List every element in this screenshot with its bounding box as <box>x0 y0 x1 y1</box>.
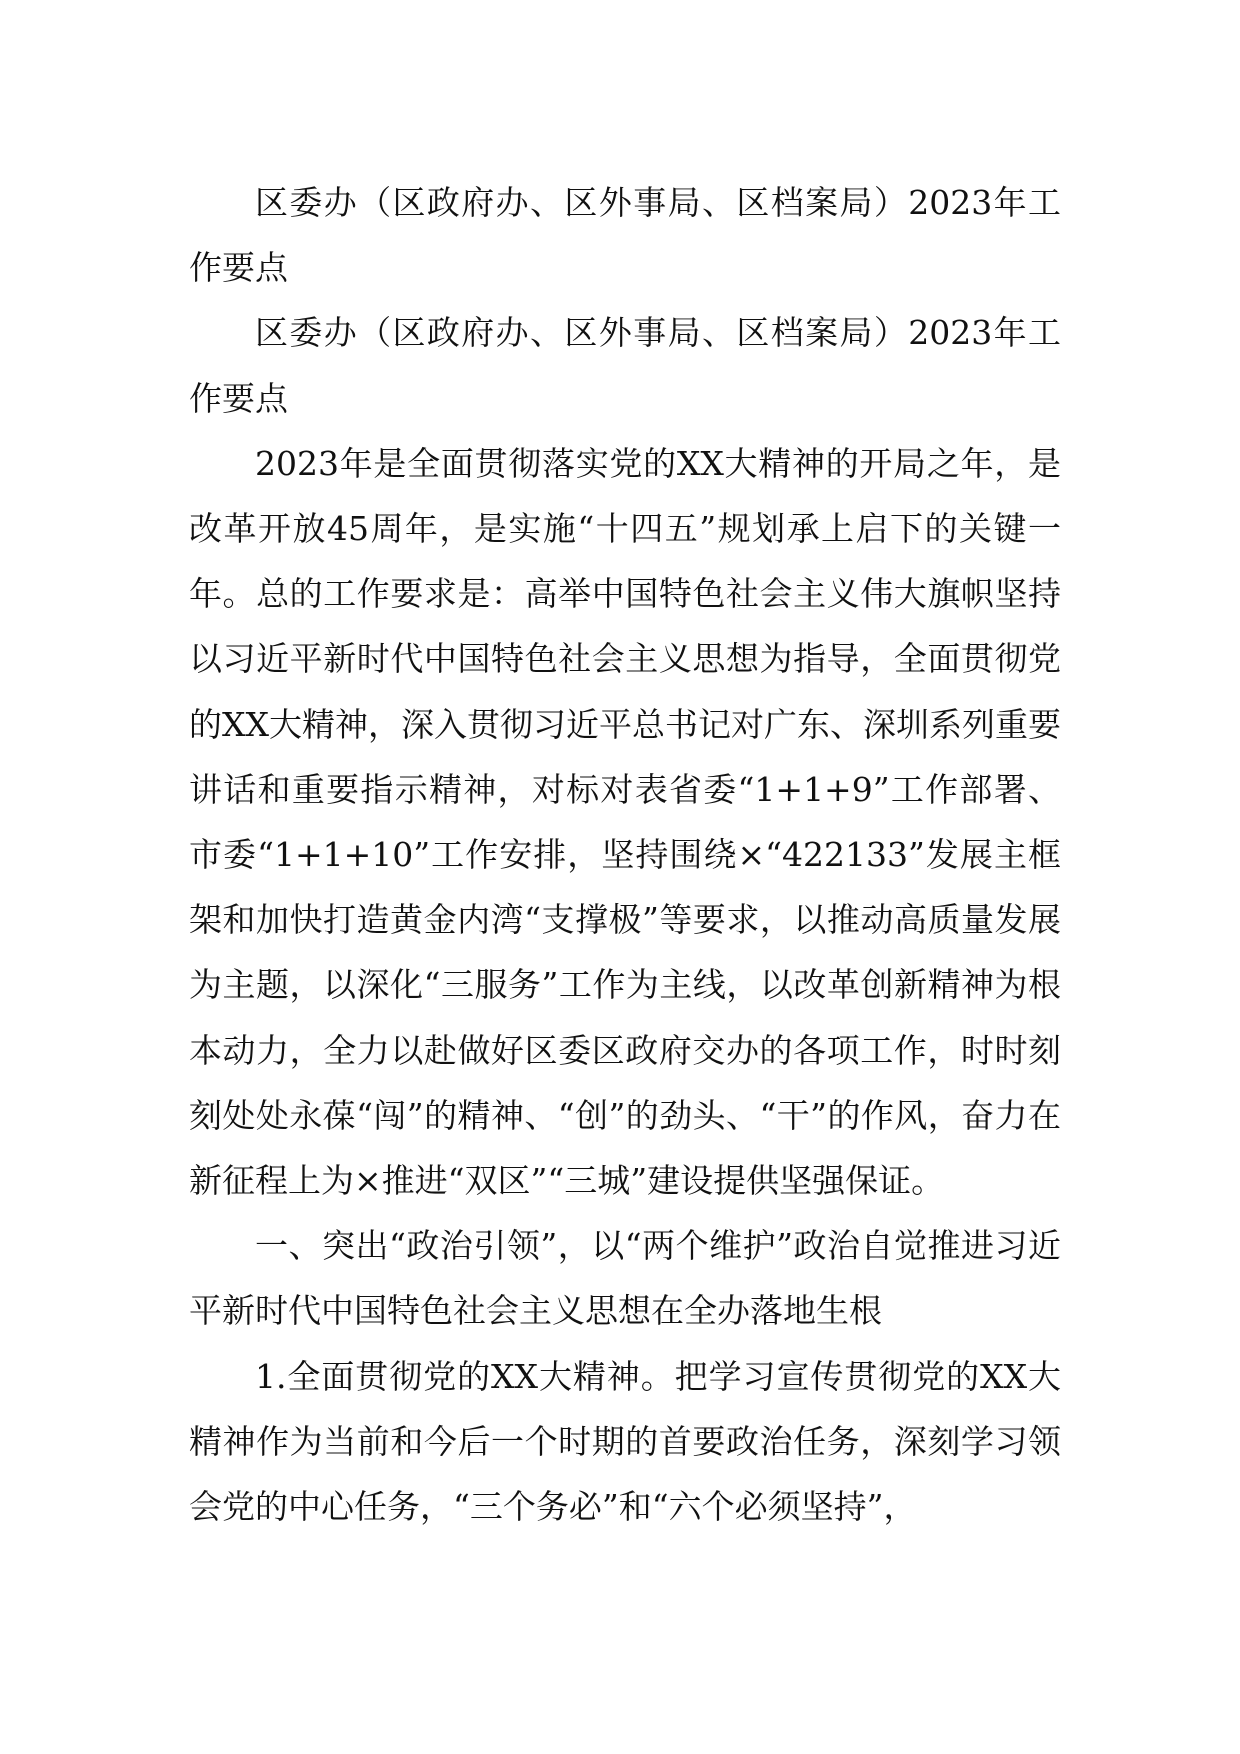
document-page <box>189 170 1061 1539</box>
intro-paragraph: 2023年是全面贯彻落实党的XX大精神的开局之年，是改革开放45周年，是实施“十四五”规划承上启下的关键一年。总的工作要求是：高举中国特色社会主义伟大旗帜坚持以习近平新时代中国特色社会主义思想为指导，全面贯彻党的XX大精神，深入贯彻习近平总书记对广东、深圳系列重要讲话和重要指示精神，对标对表省委“1+1+9”工作部署、市委“1+1+10”工作安排，坚持围绕×“422133”发展主框架和加快打造黄金内湾“支撑极”等要求，以推动高质量发展为主题，以深化“三服务”工作为主线，以改革创新精神为根本动力，全力以赴做好区委区政府交办的各项工作，时时刻刻处处永葆“闯”的精神、“创”的劲头、“干”的作风，奋力在新征程上为×推进“双区”“三城”建设提供坚强保证。 <box>189 443 1061 1201</box>
item-paragraph-1: 1.全面贯彻党的XX大精神。把学习宣传贯彻党的XX大精神作为当前和今后一个时期的首要政治任务，深刻学习领会党的中心任务，“三个务必”和“六个必须坚持”， <box>189 1356 1061 1527</box>
document-subtitle-line: 区委办（区政府办、区外事局、区档案局）2023年工作要点 <box>189 313 1061 418</box>
section-heading-1: 一、突出“政治引领”，以“两个维护”政治自觉推进习近平新时代中国特色社会主义思想在全办落地生根 <box>189 1226 1061 1331</box>
document-title-line: 区委办（区政府办、区外事局、区档案局）2023年工作要点 <box>189 183 1061 288</box>
